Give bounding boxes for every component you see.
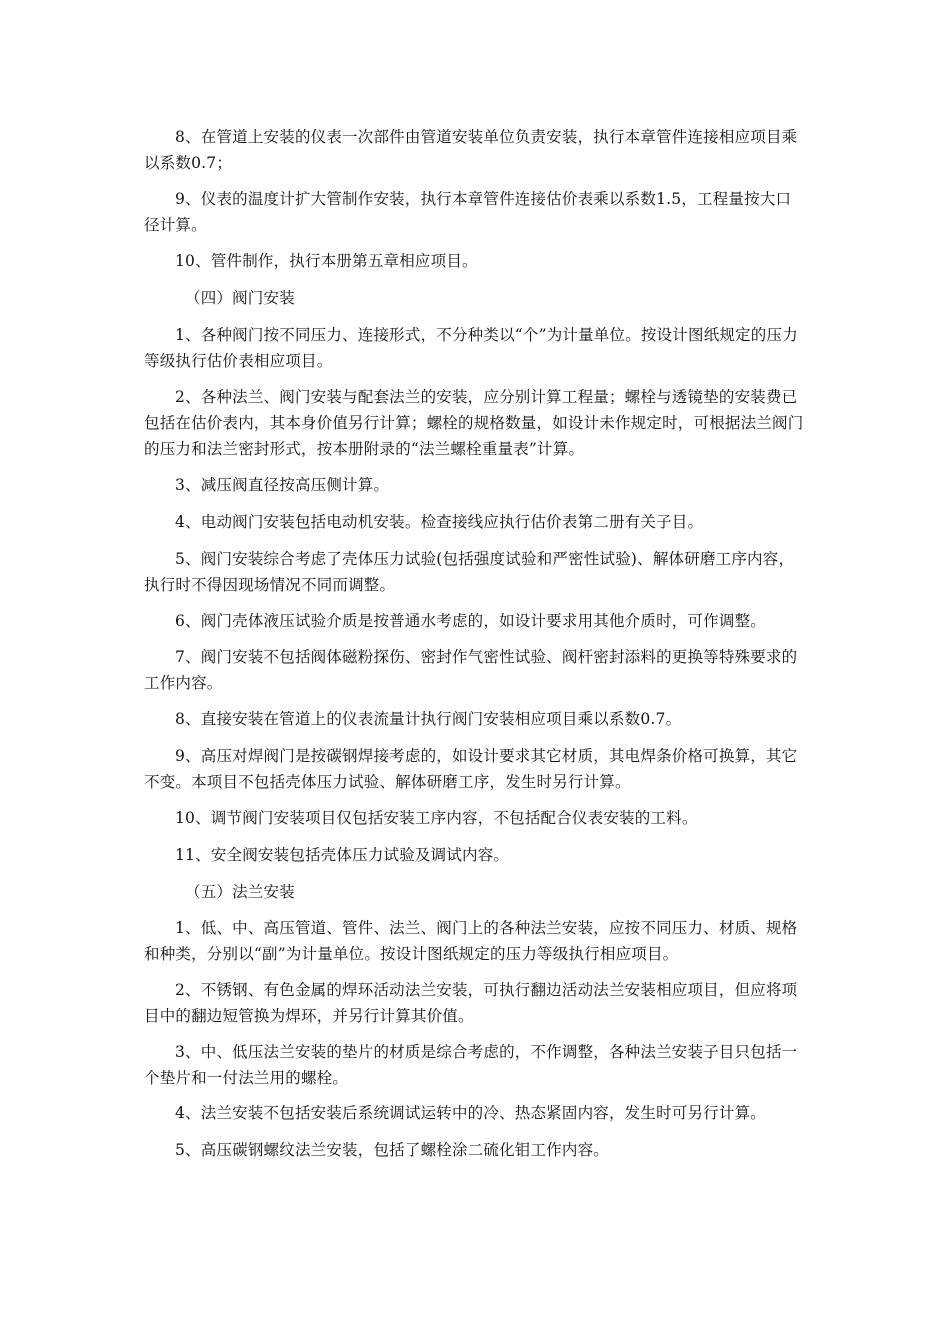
paragraph-flange-3: 3、中、低压法兰安装的垫片的材质是综合考虑的，不作调整，各种法兰安装子目只包括一个垫片和一付法兰用的螺栓。 (144, 1043, 798, 1087)
section-heading-valve-installation: （四）阀门安装 (185, 289, 295, 307)
paragraph-valve-2: 2、各种法兰、阀门安装与配套法兰的安装，应分别计算工程量；螺栓与透镜垫的安装费已包括在估价表内，其本身价值另行计算；螺栓的规格数量，如设计未作规定时，可根据法兰阀门的压力和法兰密封形式，按本册附录的“法兰螺栓重量表”计算。 (144, 388, 804, 458)
section-heading-flange-installation: （五）法兰安装 (185, 883, 295, 901)
paragraph-valve-7: 7、阀门安装不包括阀体磁粉探伤、密封作气密性试验、阀杆密封添料的更换等特殊要求的工作内容。 (144, 648, 798, 692)
paragraph-flange-4: 4、法兰安装不包括安装后系统调试运转中的冷、热态紧固内容，发生时可另行计算。 (175, 1104, 766, 1122)
paragraph-flange-5: 5、高压碳钢螺纹法兰安装，包括了螺栓涂二硫化钼工作内容。 (175, 1141, 609, 1159)
paragraph-valve-1: 1、各种阀门按不同压力、连接形式，不分种类以“个”为计量单位。按设计图纸规定的压力等级执行估价表相应项目。 (144, 326, 798, 370)
paragraph-flange-2: 2、不锈钢、有色金属的焊环活动法兰安装，可执行翻边活动法兰安装相应项目，但应将项目中的翻边短管换为焊环，并另行计算其价值。 (144, 981, 798, 1025)
paragraph-valve-4: 4、电动阀门安装包括电动机安装。检查接线应执行估价表第二册有关子目。 (175, 513, 704, 531)
paragraph-valve-6: 6、阀门壳体液压试验介质是按普通水考虑的，如设计要求用其他介质时，可作调整。 (175, 612, 766, 630)
paragraph-valve-8: 8、直接安装在管道上的仪表流量计执行阀门安装相应项目乘以系数0.7。 (175, 710, 682, 728)
paragraph-valve-11: 11、安全阀安装包括壳体压力试验及调试内容。 (175, 846, 510, 864)
paragraph-item-8-instrument-parts: 8、在管道上安装的仪表一次部件由管道安装单位负责安装，执行本章管件连接相应项目乘以系数0.7； (144, 128, 798, 172)
paragraph-valve-9: 9、高压对焊阀门是按碳钢焊接考虑的，如设计要求其它材质，其电焊条价格可换算，其它不变。本项目不包括壳体压力试验、解体研磨工序，发生时另行计算。 (144, 747, 798, 791)
paragraph-valve-5: 5、阀门安装综合考虑了壳体压力试验(包括强度试验和严密性试验)、解体研磨工序内容，执行时不得因现场情况不同而调整。 (144, 550, 795, 594)
paragraph-valve-3: 3、减压阀直径按高压侧计算。 (175, 476, 390, 494)
paragraph-item-10-fitting-fabrication: 10、管件制作，执行本册第五章相应项目。 (175, 252, 478, 270)
paragraph-valve-10: 10、调节阀门安装项目仅包括安装工序内容，不包括配合仪表安装的工料。 (175, 809, 698, 827)
paragraph-flange-1: 1、低、中、高压管道、管件、法兰、阀门上的各种法兰安装，应按不同压力、材质、规格和种类，分别以“副”为计量单位。按设计图纸规定的压力等级执行相应项目。 (144, 919, 798, 963)
paragraph-item-9-thermometer-pipe: 9、仪表的温度计扩大管制作安装，执行本章管件连接估价表乘以系数1.5，工程量按大口径计算。 (144, 190, 792, 234)
